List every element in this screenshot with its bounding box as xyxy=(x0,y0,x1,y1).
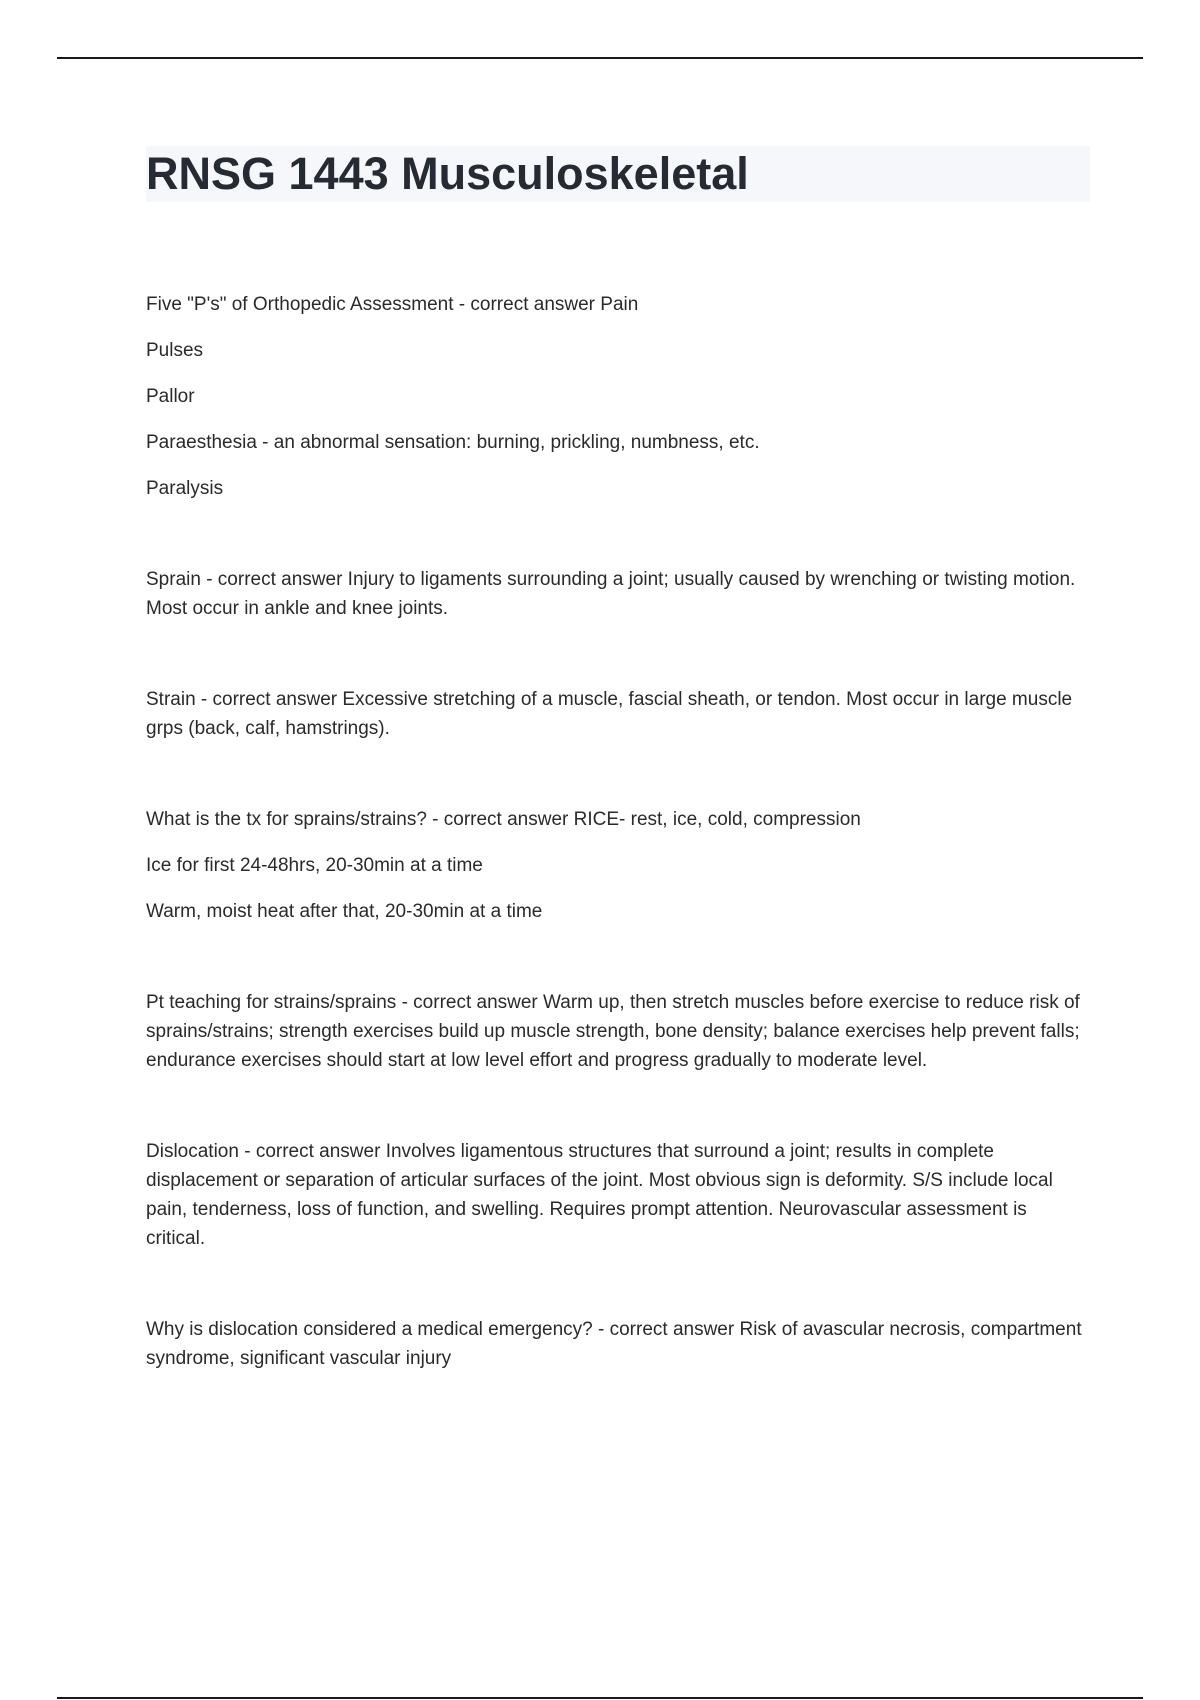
entry-line: Sprain - correct answer Injury to ligaments surrounding a joint; usually caused by wrenching or twisting motion. Most occur in ankle and knee joints. xyxy=(146,569,1076,619)
entry-line: Five "P's" of Orthopedic Assessment - correct answer Pain xyxy=(146,294,639,315)
entry-line: Pallor xyxy=(146,386,195,407)
entry-line: Pulses xyxy=(146,340,204,361)
bottom-rule xyxy=(57,1697,1143,1699)
entry-line: Warm, moist heat after that, 20-30min at a time xyxy=(146,901,543,922)
entry-five-ps xyxy=(146,290,1090,503)
entry-line: Why is dislocation considered a medical emergency? - correct answer Risk of avascular necrosis, compartment syndrome, significant vascular injury xyxy=(146,1319,1082,1369)
entry-line: Pt teaching for strains/sprains - correct answer Warm up, then stretch muscles before exercise to reduce risk of sprains/strains; strength exercises build up muscle strength, bone density; balance exercises help prevent falls; endurance exercises should start at low level effort and progress gradually to moderate level. xyxy=(146,992,1080,1071)
page-title: RNSG 1443 Musculoskeletal xyxy=(146,148,749,199)
top-rule xyxy=(57,57,1143,59)
entry-sprain-strain-treatment xyxy=(146,805,1090,926)
entry-line: Dislocation - correct answer Involves ligamentous structures that surround a joint; results in complete displacement or separation of articular surfaces of the joint. Most obvious sign is deformity. S/S include local pain, tenderness, loss of function, and swelling. Requires prompt attention. Neurovascular assessment is critical. xyxy=(146,1141,1053,1249)
entry-line: Paralysis xyxy=(146,478,224,499)
entry-line: What is the tx for sprains/strains? - correct answer RICE- rest, ice, cold, compression xyxy=(146,809,861,830)
entry-patient-teaching xyxy=(146,988,1090,1075)
entry-line: Paraesthesia - an abnormal sensation: burning, prickling, numbness, etc. xyxy=(146,432,760,453)
entry-dislocation-emergency xyxy=(146,1315,1090,1373)
entry-strain xyxy=(146,685,1090,743)
entry-line: Ice for first 24-48hrs, 20-30min at a time xyxy=(146,855,483,876)
entry-sprain xyxy=(146,565,1090,623)
entry-line: Strain - correct answer Excessive stretching of a muscle, fascial sheath, or tendon. Most occur in large muscle grps (back, calf, hamstrings). xyxy=(146,689,1073,739)
document-body xyxy=(146,290,1090,1435)
entry-dislocation xyxy=(146,1137,1090,1253)
